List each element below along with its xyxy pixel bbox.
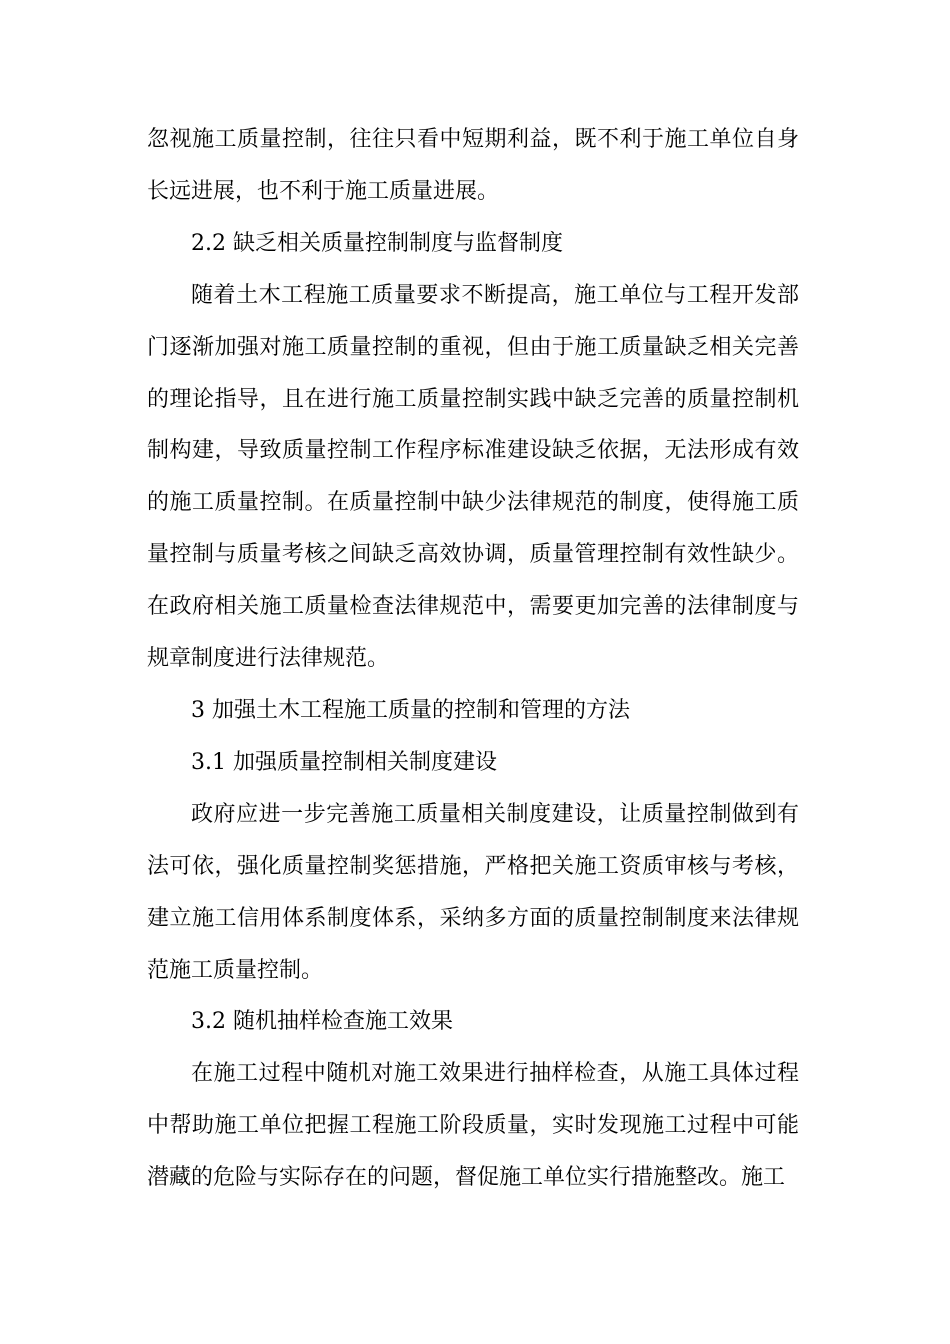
heading-2-2: 2.2 缺乏相关质量控制制度与监督制度 xyxy=(191,230,563,256)
heading-3-2: 3.2 随机抽样检查施工效果 xyxy=(191,1009,453,1035)
paragraph-3-1-body: 政府应进一步完善施工质量相关制度建设，让质量控制做到有法可依，强化质量控制奖惩措施，严格把关施工资质审核与考核，建立施工信用体系制度体系，采纳多方面的质量控制制度来法律规范施工质量控制。 xyxy=(147,801,799,983)
paragraph-2-2-body: 随着土木工程施工质量要求不断提高，施工单位与工程开发部门逐渐加强对施工质量控制的重视，但由于施工质量缺乏相关完善的理论指导，且在进行施工质量控制实践中缺乏完善的质量控制机制构建，导致质量控制工作程序标准建设缺乏依据，无法形成有效的施工质量控制。在质量控制中缺少法律规范的制度，使得施工质量控制与质量考核之间缺乏高效协调，质量管理控制有效性缺少。在政府相关施工质量检查法律规范中，需要更加完善的法律制度与规章制度进行法律规范。 xyxy=(147,282,799,672)
paragraph-3-2-body: 在施工过程中随机对施工效果进行抽样检查，从施工具体过程中帮助施工单位把握工程施工阶段质量，实时发现施工过程中可能潜藏的危险与实际存在的问题，督促施工单位实行措施整改。施工 xyxy=(147,1061,799,1191)
paragraph-continuation: 忽视施工质量控制，往往只看中短期利益，既不利于施工单位自身长远进展，也不利于施工质量进展。 xyxy=(147,127,799,204)
heading-3: 3 加强土木工程施工质量的控制和管理的方法 xyxy=(191,697,630,723)
document-body xyxy=(147,114,799,1204)
heading-3-1: 3.1 加强质量控制相关制度建设 xyxy=(191,749,497,775)
